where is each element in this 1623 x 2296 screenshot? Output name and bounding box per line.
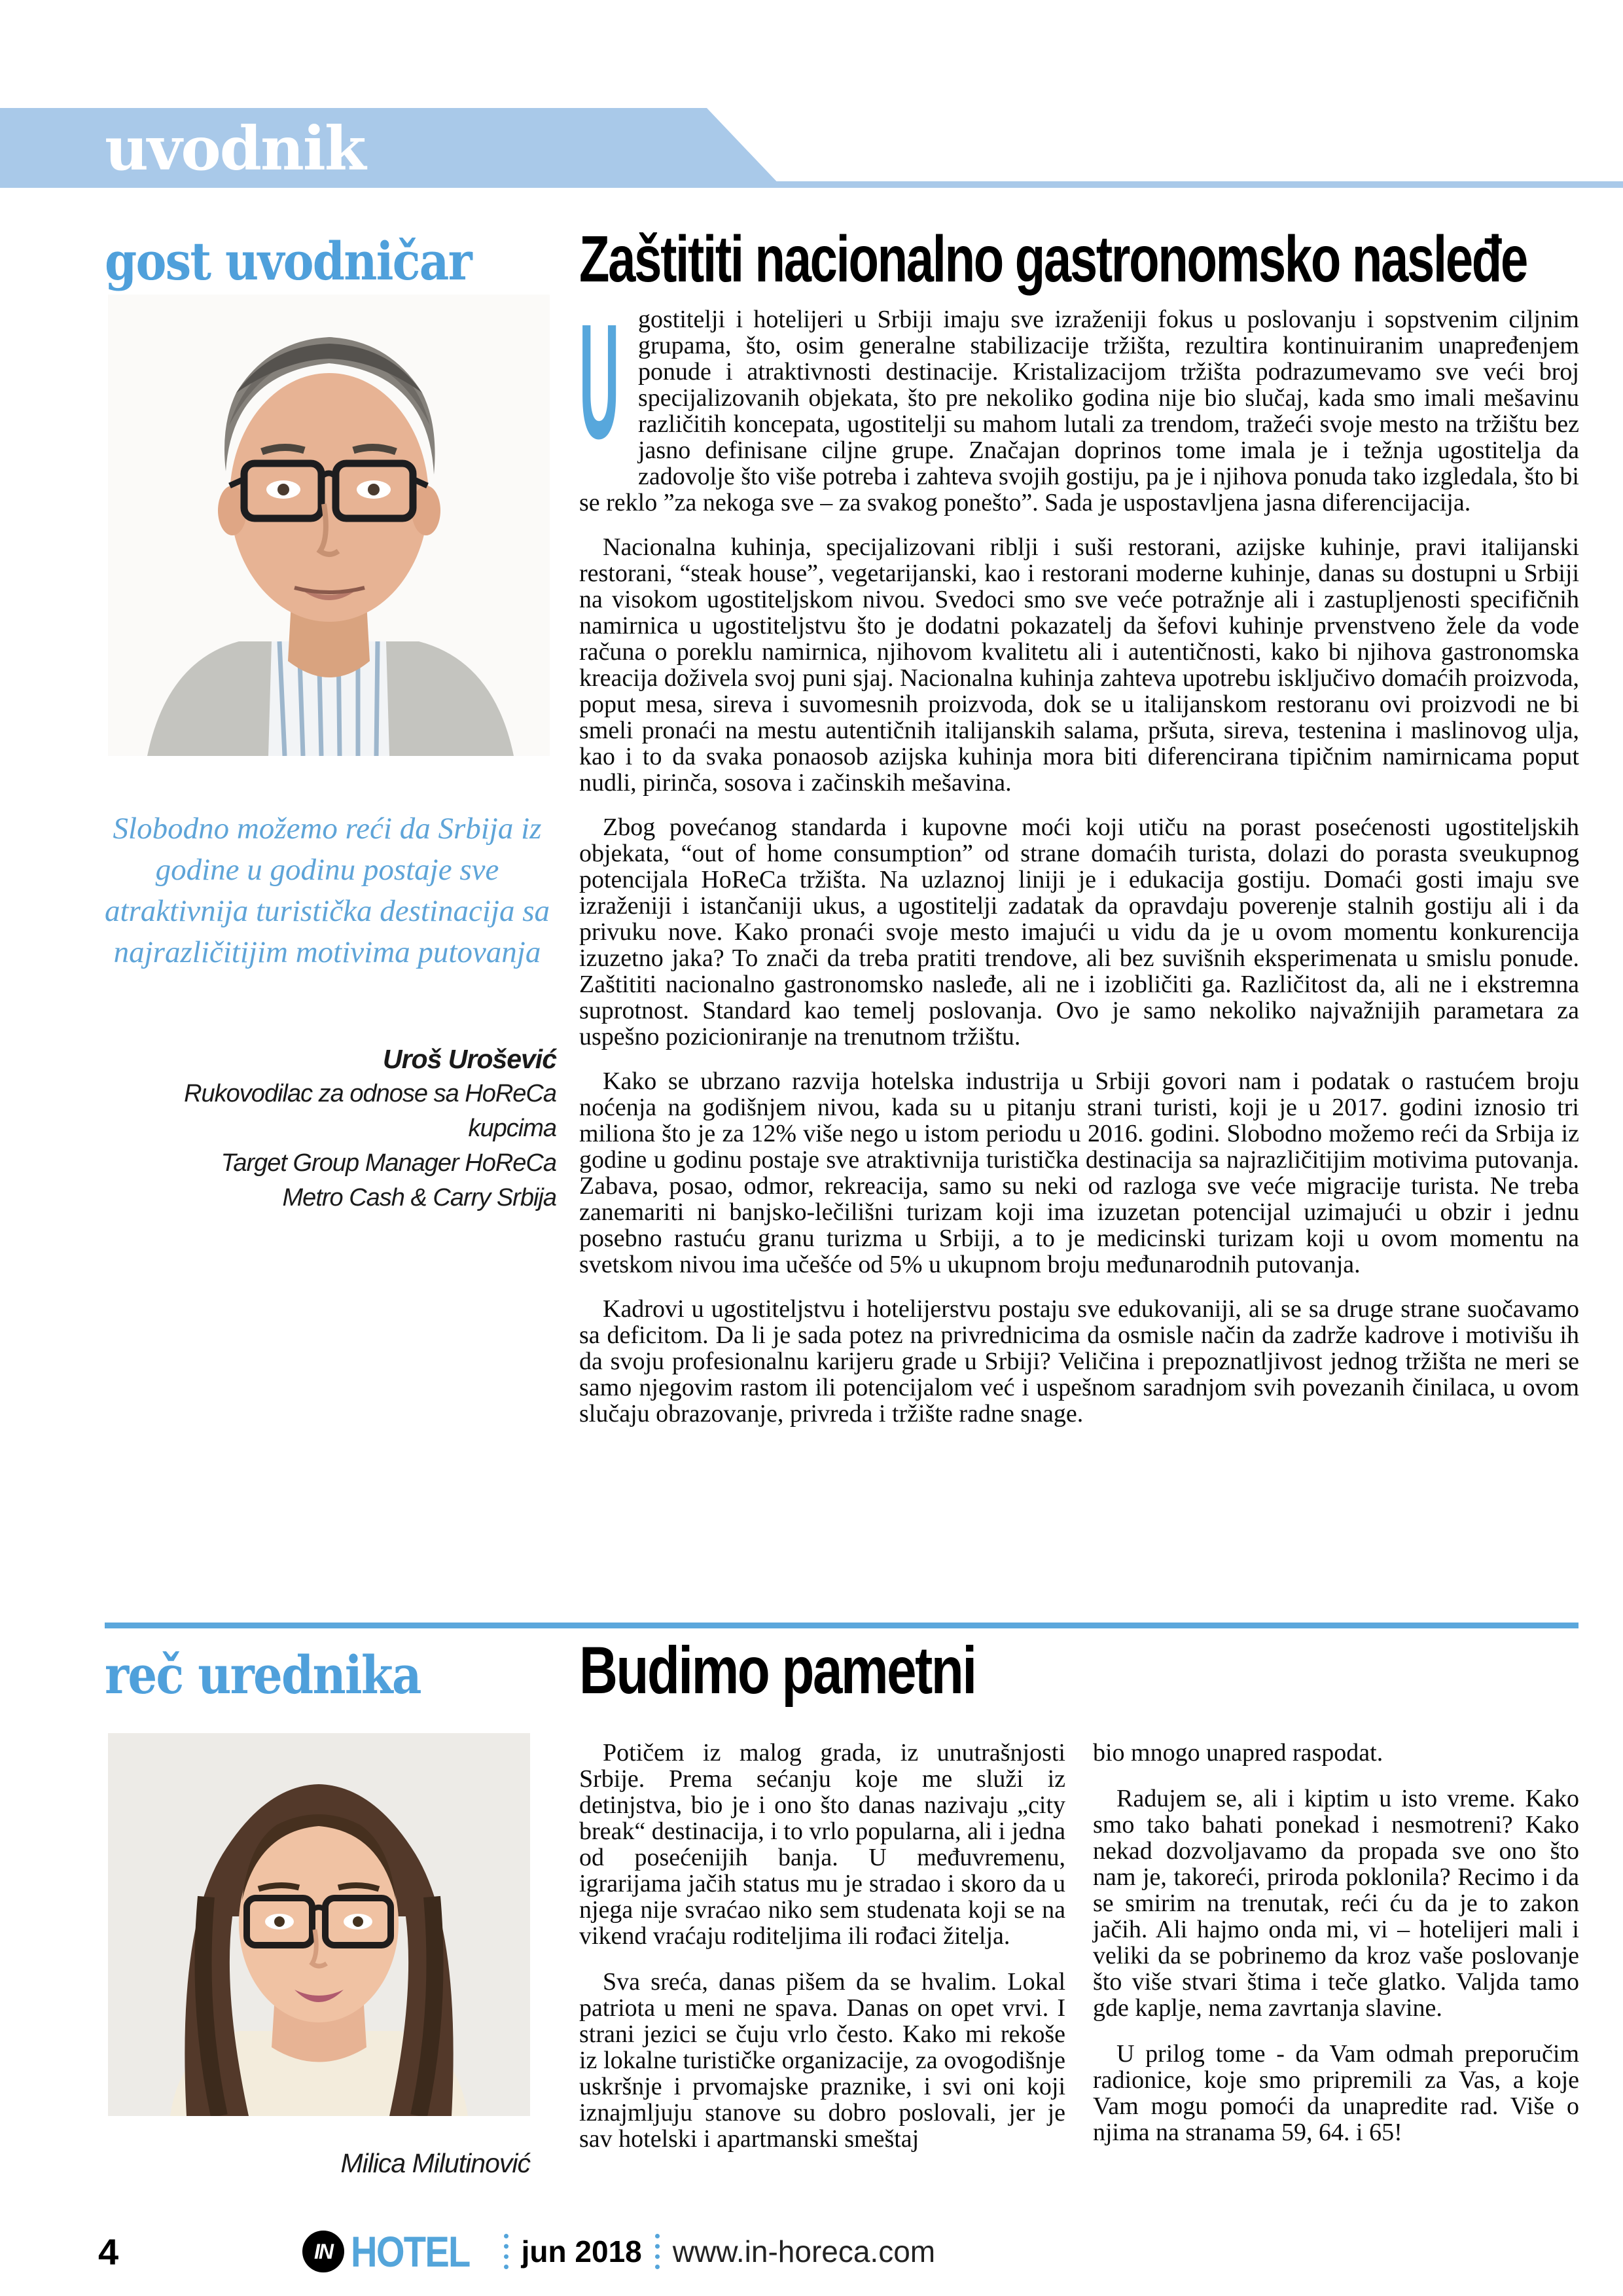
editor-portrait-art: [108, 1733, 530, 2116]
editor-article-title: Budimo pametni: [579, 1633, 976, 1708]
editor-article-body: [579, 1740, 1579, 2172]
guest-author-portrait-art: [108, 295, 550, 756]
editor-kicker: reč urednika: [105, 1644, 421, 1706]
editor-paragraph-3: Radujem se, ali i kiptim u isto vreme. Kako smo tako bahati ponekad i nesmotreni? Kako nekad dozvoljavamo da propada sve ono što nam je, takoreći, priroda poklonila? Recimo i da se smirim na trenutak, reći ću da je to zakon jačih. Ali hajmo onda mi, vi – hotelijeri mali i veliki da se pobrinemo da kroz vaše poslovanje što više stvari štima i teče glatko. Valjda tamo gde kaplje, nema zavrtanja slavine.: [1093, 1785, 1579, 2022]
issue-date: jun 2018: [521, 2234, 642, 2269]
hotel-logo-text: HOTEL: [351, 2227, 470, 2276]
guest-author-credit: [98, 1042, 556, 1215]
editor-name-caption: Milica Milutinović: [340, 2148, 530, 2178]
editor-paragraph-2: Sva sreća, danas pišem da se hvalim. Lokal patriota u meni ne spava. Danas on opet vrvi. I strani jezici se čuju vrlo često. Kako mi rekoše iz lokalne turističke organizacije, za ovogodišnje uskršnje i prvomajske praznike, i svi oni koji iznajmljuju stanove su dobro poslovali, jer je sav hotelski i apartmanski smeštaj: [579, 1968, 1065, 2153]
guest-kicker: gost uvodničar: [105, 230, 471, 292]
section-divider-rule: [105, 1623, 1578, 1628]
pull-quote: Slobodno možemo reći da Srbija iz godine u godinu postaje sve atraktivnija turistička destinacija sa najrazličitijim motivima putovanja: [104, 812, 550, 969]
guest-author-name: Uroš Urošević: [382, 1044, 556, 1074]
footer-dotted-separator: [655, 2234, 660, 2269]
page-footer: [98, 2227, 935, 2276]
guest-article: [579, 223, 1579, 1445]
magazine-logo: [302, 2227, 491, 2276]
website-url: www.in-horeca.com: [672, 2234, 936, 2269]
guest-article-title: Zaštititi nacionalno gastronomsko nasleđe: [579, 223, 1527, 296]
guest-paragraph-5: Kadrovi u ugostiteljstvu i hotelijerstvu postaju sve edukovaniji, ali se sa druge strane suočavamo sa deficitom. Da li je sada potez na privrednicima da osmisle način da zadrže kadrove i motivišu ih da svoju profesionalnu karijeru grade u Srbiji? Veličina i prepoznatljivost jednog tržišta ne meri se samo njegovim rastom ili potencijalom već i uspešnom saradnjom svih povezanih činilaca, u ovom slučaju obrazovanje, privreda i tržište radne snage.: [579, 1295, 1579, 1427]
editor-column-2: [1093, 1740, 1579, 2172]
guest-paragraph-4: Kako se ubrzano razvija hotelska industrija u Srbiji govori nam i podatak o rastućem broju noćenja na godišnjem nivou, kada su u pitanju strani turisti, koji je u 2017. godini iznosio tri miliona što je za 12% više nego u istom periodu u 2016. godini. Slobodno možemo reći da Srbija iz godine u godinu postaje sve atraktivnija turistička destinacija sa najrazličitijim motivima putovanja. Zabava, posao, odmor, rekreacija, samo su neki od razloga sve veće migracije turista. Ne treba zanemariti ni banjsko-lečilišni turizam koji ima izuzetan potencijal uzimajući u obzir i jednu posebno rastuću granu turizma u Srbiji, a to je medicinski turizam koji u ovom momentu na svetskom nivou ima učešće od 5% u ukupnom broju međunarodnih putovanja.: [579, 1067, 1579, 1278]
drop-cap: U: [579, 290, 620, 473]
editor-paragraph-4: U prilog tome - da Vam odmah preporučim radionice, koje smo pripremili za Vas, a koje Vam mogu pomoći da unapredite rad. Više o njima na stranama 59, 64. i 65!: [1093, 2040, 1579, 2146]
in-logo-icon: IN: [302, 2231, 344, 2272]
guest-paragraph-1: U gostitelji i hotelijeri u Srbiji imaju sve izraženiji fokus u poslovanju i sopstvenim ciljnim grupama, što, osim generalne stabilizacije tržišta, rezultira kontinuiranim unapređenjem ponude i atraktivnosti destinacije. Kristalizacijom tržišta podrazumevamo sve veći broj specijalizovanih objekata, što pre nekoliko godina nije bio slučaj, kada smo imali mešavinu različitih koncepata, ugostitelji su mahom lutali za trendom, tražeći svoje mesto na tržištu bez jasno definisane ciljne grupe. Značajan doprinos tome imala je i težnja ugostitelja da zadovolje što više potreba i zahteva svojih gostiju, pa je i njihova ponuda tako izgledala, što bi se reklo ”za nekoga sve – za svakog ponešto”. Sada je uspostavljena jasna diferencijacija.: [579, 290, 1579, 516]
guest-author-role-sr: Rukovodilac za odnose sa HoReCa kupcima: [184, 1080, 556, 1142]
editor-paragraph-2-continued: bio mnogo unapred raspodat.: [1093, 1739, 1383, 1767]
footer-dotted-separator: [504, 2234, 508, 2269]
page-number: 4: [98, 2231, 119, 2272]
section-label: uvodnik: [105, 113, 365, 184]
guest-paragraph-2: Nacionalna kuhinja, specijalizovani riblji i suši restorani, azijske kuhinje, pravi italijanski restorani, “steak house”, vegetarijanski, kao i restorani moderne kuhinje, danas su dostupni u Srbiji na visokom ugostiteljskom nivou. Svedoci smo sve veće potražnje ali i zastupljenosti specifičnih namirnica u ugostiteljstvu što je dodatni pokazatelj da šefovi kuhinje prvenstveno žele da vode računa o poreklu namirnica, njihovom kvalitetu ali i autentičnosti, kako bi njihova gastronomska kreacija doživela svoj puni sjaj. Nacionalna kuhinja zahteva upotrebu isključivo domaćih proizvoda, poput mesa, sireva i suvomesnih proizvoda, dok se u italijanskom restoranu ovi proizvodi ne bi smeli pronaći na mestu autentičnih italijanskih salama, pršuta, sireva, testenina i maslinovog ulja, kao i to da svaka ponaosob azijska kuhinja mora biti diferencirana tipičnim namirnicama poput nudli, pirinča, sosova i začinskih mešavina.: [579, 533, 1579, 797]
editor-paragraph-1: Potičem iz malog grada, iz unutrašnjosti Srbije. Prema sećanju koje me služi iz detinjstva, bio je i ono što danas nazivaju „city break“ destinacija, i to vrlo popularna, ali i jedna od posećenijih banja. U međuvremenu, igrarijama jačih status mu je stradao i skoro da u njega nije svraćao niko sem studenata koji se na vikend vraćaju roditeljima ili rođaci žitelja.: [579, 1739, 1065, 1950]
guest-author-role-en: Target Group Manager HoReCa: [221, 1149, 556, 1177]
editor-column-1: [579, 1740, 1065, 2172]
guest-author-photo: [108, 295, 550, 756]
guest-paragraph-3: Zbog povećanog standarda i kupovne moći koji utiču na porast posećenosti ugostiteljskih objekata, “out of home consumption” od strane domaćih turista, dolazi do porasta sveukupnog potencijala HoReCa tržišta. Na uzlaznoj liniji je i edukacija gostiju. Domaći gosti imaju sve izraženiji i istančaniji ukus, a ugostitelji zadatak da opravdaju poverenje stalnih gostiju ali i da privuku nove. Kako pronaći svoje mesto imajući u vidu da je u ovom momentu konkurencija izuzetno jaka? To znači da treba pratiti trendove, ali bez suvišnih eksperimenata u smislu ponude. Zaštititi nacionalno gastronomsko nasleđe, ali ne i izobličiti ga. Različitost da, ali ne i ekstremna suprotnost. Standard kao temelj poslovanja. Ovo je samo nekoliko najvažnijih parametara za uspešno pozicioniranje na trenutnom tržištu.: [579, 814, 1579, 1050]
guest-article-body: [579, 290, 1579, 1427]
guest-author-company: Metro Cash & Carry Srbija: [282, 1184, 556, 1211]
editor-photo: [108, 1733, 530, 2116]
